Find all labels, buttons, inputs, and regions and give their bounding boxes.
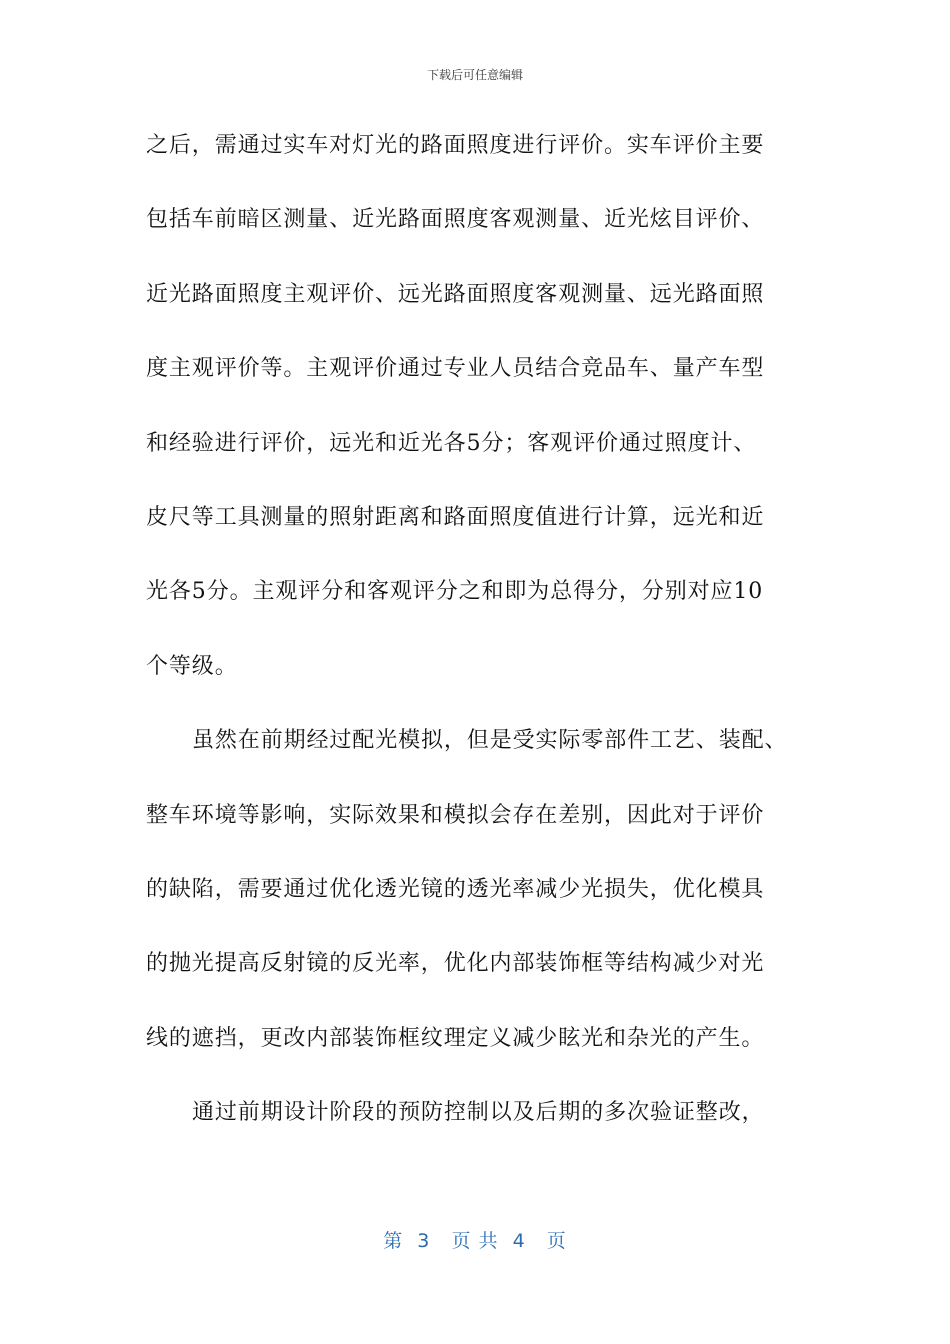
text-line: 线的遮挡，更改内部装饰框纹理定义减少眩光和杂光的产生。 (146, 1025, 765, 1051)
text-line: 的缺陷，需要通过优化透光镜的透光率减少光损失，优化模具 (146, 876, 765, 902)
page-number-footer: 第 3 页 共 4 页 (383, 1230, 567, 1252)
text-line: 和经验进行评价，远光和近光各5分；客观评价通过照度计、 (146, 430, 757, 456)
text-line: 皮尺等工具测量的照射距离和路面照度值进行计算，远光和近 (146, 504, 765, 530)
text-line: 近光路面照度主观评价、远光路面照度客观测量、远光路面照 (146, 281, 765, 307)
page-header-note: 下载后可任意编辑 (426, 68, 523, 82)
text-line: 光各5分。主观评分和客观评分之和即为总得分，分别对应10 (146, 579, 764, 605)
text-line: 个等级。 (146, 653, 238, 679)
text-line: 之后，需通过实车对灯光的路面照度进行评价。实车评价主要 (146, 133, 765, 158)
text-line: 度主观评价等。主观评价通过专业人员结合竞品车、量产车型 (146, 356, 765, 382)
text-line: 整车环境等影响，实际效果和模拟会存在差别，因此对于评价 (146, 802, 765, 828)
paragraph-start-line: 通过前期设计阶段的预防控制以及后期的多次验证整改， (192, 1100, 765, 1126)
paragraph-start-line: 虽然在前期经过配光模拟，但是受实际零部件工艺、装配、 (192, 728, 788, 754)
text-line: 的抛光提高反射镜的反光率，优化内部装饰框等结构减少对光 (146, 951, 765, 977)
text-line: 包括车前暗区测量、近光路面照度客观测量、近光炫目评价、 (146, 207, 765, 233)
document-body (146, 126, 806, 1167)
